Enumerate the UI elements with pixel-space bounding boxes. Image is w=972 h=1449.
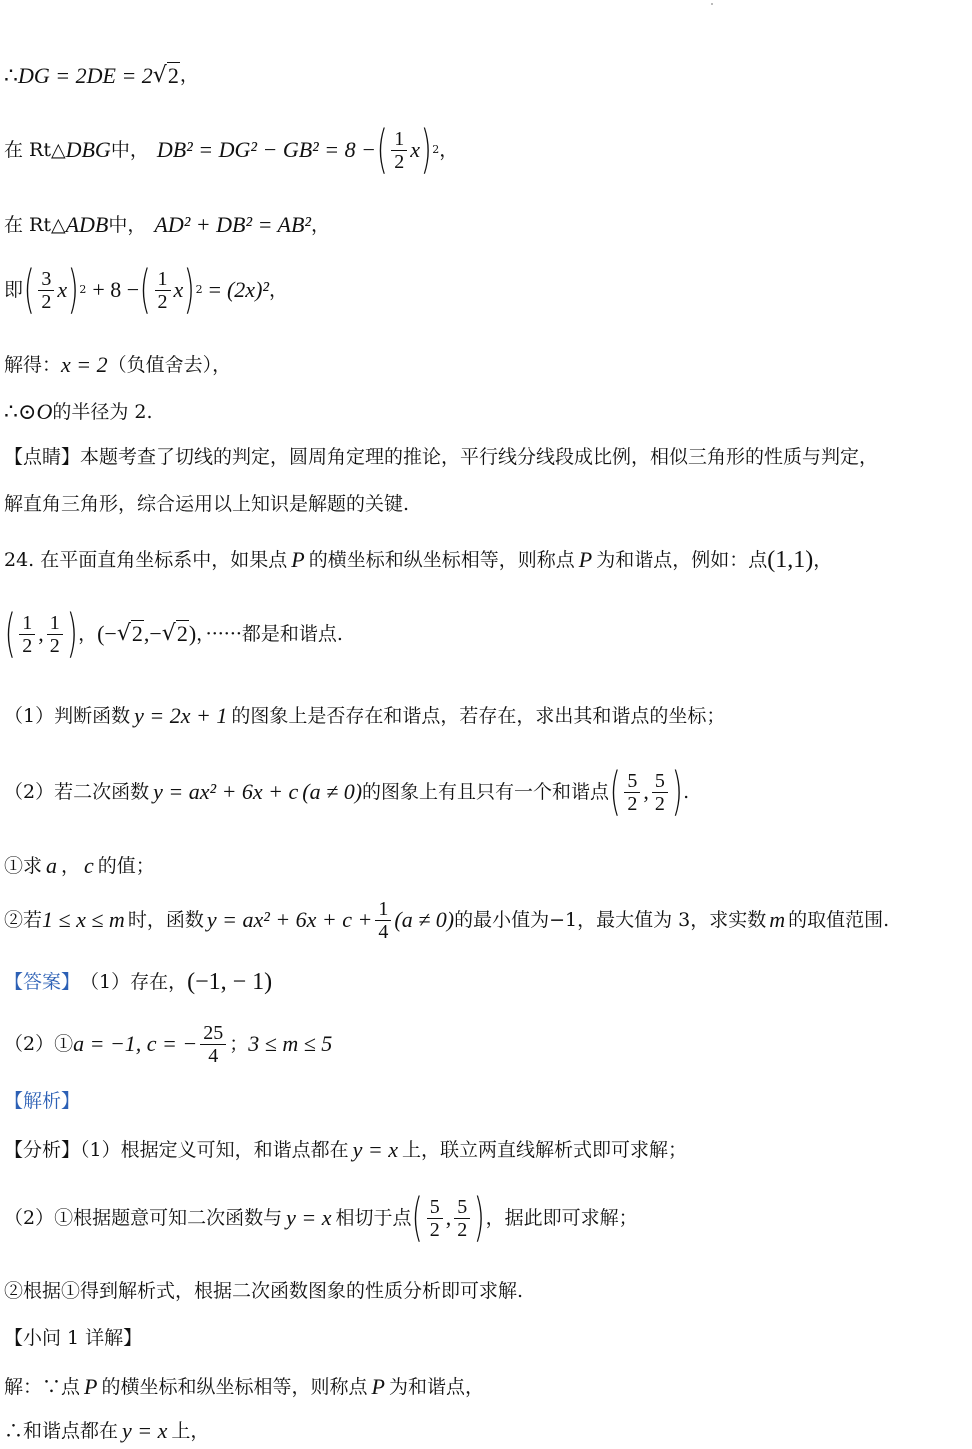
answer-line: 【答案】 （1）存在， (−1, − 1): [4, 969, 273, 995]
line-equation: 即 ( $\frac{3}{2}$ x ) 2 + 8 − ( $\frac{1}{2}$ x ) 2 = (2x)² ，: [4, 260, 289, 320]
fraction: $\frac{1}{4}$: [375, 898, 391, 943]
sqrt-expression: √ 2: [116, 621, 143, 647]
subquestion-1-title: 【小问 1 详解】: [4, 1327, 143, 1349]
fraction: $\frac{3}{2}$: [38, 268, 54, 313]
solution-2: ∴和谐点都在 y = x 上，: [4, 1418, 210, 1443]
equation-db: DB² = DG² − GB² = 8 −: [156, 136, 376, 162]
part-2-2: ②若 1 ≤ x ≤ m 时，函数 y = ax² + 6x + c + $\frac{1}{4}$ (a ≠ 0) 的最小值为−1，最大值为 3，求实数 m 的取值范围.: [4, 898, 890, 943]
line-dg: ∴ DG = 2DE = 2 √ 2 ，: [4, 62, 199, 88]
fraction: $\frac{5}{2}$: [652, 770, 668, 815]
analysis-tag-line: [4, 1090, 968, 1113]
equation-adb: AD² + DB² = AB²: [154, 212, 311, 237]
sqrt-expression: √ 2: [152, 63, 179, 88]
part-2: （2）若二次函数 y = ax² + 6x + c (a ≠ 0) 的图象上有且只有一个和谐点 ( $\frac{5}{2}$ , $\frac{5}{2}$ ) .: [4, 762, 690, 822]
line-solve: 解得： x = 2 （负值舍去），: [4, 352, 232, 377]
fraction: $\frac{25}{4}$: [200, 1022, 226, 1067]
fraction: $\frac{1}{2}$: [19, 612, 35, 657]
equation-dg: DG = 2DE = 2: [18, 62, 153, 88]
fraction: $\frac{5}{2}$: [624, 770, 640, 815]
line-dbg: 在 Rt△ DBG 中， DB² = DG² − GB² = 8 − ( $\frac{1}{2}$ x ) 2 ，: [4, 120, 459, 180]
fraction: $\frac{1}{2}$: [155, 268, 171, 313]
fraction: $\frac{1}{2}$: [47, 612, 63, 657]
line-radius: ∴⊙ O 的半径为 2.: [4, 399, 153, 424]
analysis-2: （2）①根据题意可知二次函数与 y = x 相切于点 ( $\frac{5}{2}$ , $\frac{5}{2}$ ) ，据此即可求解；: [4, 1188, 638, 1248]
fraction: $\frac{5}{2}$: [454, 1196, 470, 1241]
line-examples: ( $\frac{1}{2}$ , $\frac{1}{2}$ ) ， (− √ 2 ,− √ 2 ) ，······都是和谐点.: [4, 604, 343, 664]
part-1: （1）判断函数 y = 2x + 1 的图象上是否存在和谐点，若存在，求出其和谐点的坐标；: [4, 703, 726, 728]
analysis-1: 【分析】（1）根据定义可知，和谐点都在 y = x 上，联立两直线解析式即可求解；: [4, 1137, 687, 1162]
sqrt-expression: √ 2: [161, 621, 188, 647]
analysis-3: ②根据①得到解析式，根据二次函数图象的性质分析即可求解.: [4, 1280, 524, 1302]
line-comment-1: 【点睛】本题考查了切线的判定，圆周角定理的推论，平行线分线段成比例，相似三角形的性质与判定，: [4, 446, 879, 468]
fraction: $\frac{5}{2}$: [427, 1196, 443, 1241]
answer-tag: 【答案】: [4, 971, 81, 993]
answer-2: （2）① a = −1, c = − $\frac{25}{4}$ ； 3 ≤ m ≤ 5: [4, 1022, 333, 1067]
question-24: 24. 在平面直角坐标系中，如果点 P 的横坐标和纵坐标相等，则称点 P 为和谐点，例如：点 (1,1) ，: [4, 547, 833, 573]
solution-1: 解：∵点 P 的横坐标和纵坐标相等，则称点 P 为和谐点，: [4, 1374, 484, 1399]
analysis-tag: 【解析】: [4, 1090, 81, 1112]
fraction: $\frac{1}{2}$: [391, 128, 407, 173]
therefore-symbol: ∴: [4, 62, 18, 88]
line-comment-2: 解直角三角形，综合运用以上知识是解题的关键.: [4, 493, 410, 515]
line-adb: 在 Rt△ ADB 中， AD² + DB² = AB² ，: [4, 212, 331, 237]
scan-dot: [711, 3, 713, 5]
part-2-1: ①求 a ， c 的值；: [4, 853, 155, 878]
